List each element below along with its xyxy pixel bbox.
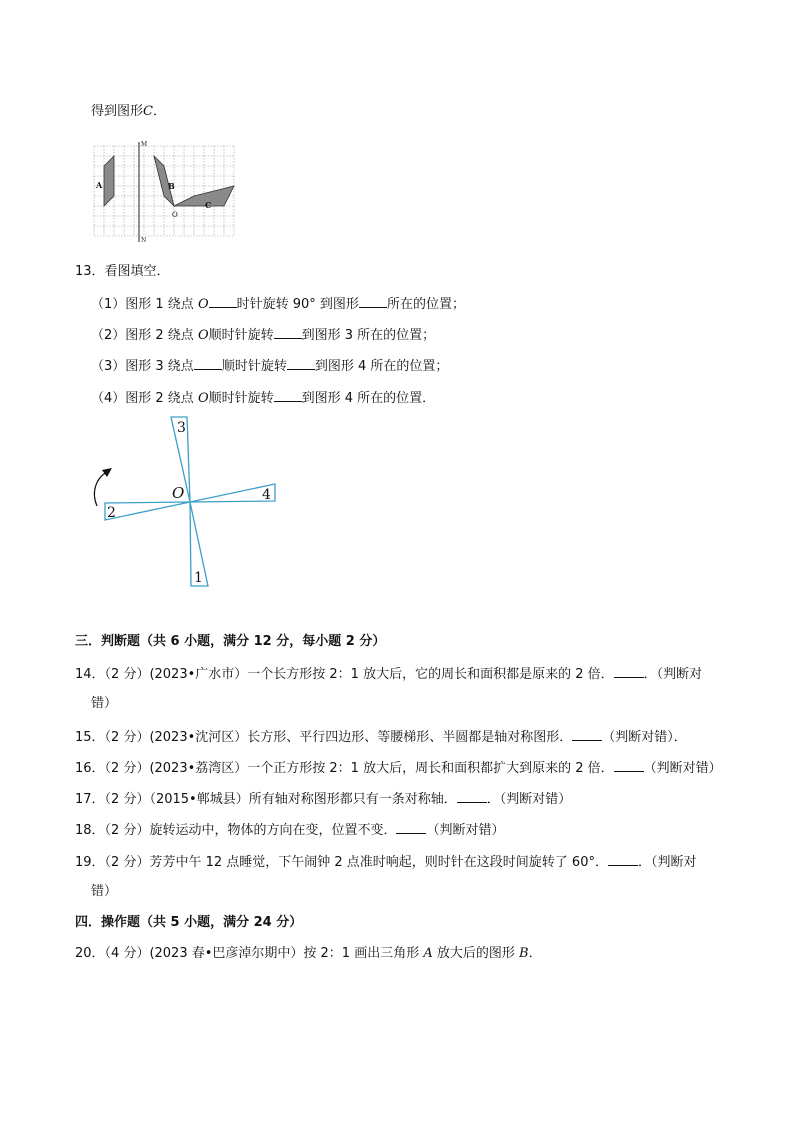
q14-line: 14．（2 分）(2023•广水市）一个长方形按 2：1 放大后，它的周长和面积都是原来的 2 倍． ．（判断对 — [75, 667, 703, 682]
q15-line: 15．（2 分）(2023•沈河区）长方形、平行四边形、等腰梯形、半圆都是轴对称图形． （判断对错）． — [75, 730, 687, 745]
q19-line2: 错） — [91, 884, 118, 899]
section4-title: 四．操作题（共 5 小题，满分 24 分） — [75, 915, 303, 930]
q18-line: 18．（2 分）旋转运动中，物体的方向在变，位置不变． （判断对错） — [75, 823, 505, 838]
rotation-figure — [80, 410, 290, 592]
triangle-2-label: 2 — [107, 505, 116, 521]
q16-line: 16．（2 分）(2023•荔湾区）一个正方形按 2：1 放大后，周长和面积都扩大到原来的 2 倍． （判断对错） — [75, 761, 722, 776]
q20-line: 20．（4 分）(2023 春•巴彦淖尔期中）按 2：1 画出三角形 A 放大后的图形 B． — [75, 946, 542, 961]
q13-item-4: （4）图形 2 绕点 O顺时针旋转 到图形 4 所在的位置． — [91, 391, 436, 406]
answer-blank[interactable] — [614, 759, 644, 772]
answer-blank[interactable] — [194, 357, 222, 370]
triangle-3-label: 3 — [177, 420, 186, 436]
rotation-arrow — [94, 472, 107, 506]
answer-blank[interactable] — [572, 728, 602, 741]
shape-a — [104, 156, 114, 206]
label-a: A — [96, 180, 103, 190]
label-m: M — [141, 141, 148, 148]
answer-blank[interactable] — [287, 357, 315, 370]
triangle-4-label: 4 — [262, 487, 271, 503]
section3-title: 三．判断题（共 6 小题，满分 12 分，每小题 2 分） — [75, 634, 386, 649]
q13-item-3: （3）图形 3 绕点 顺时针旋转 到图形 4 所在的位置； — [91, 359, 449, 374]
q13-item-1: （1）图形 1 绕点 O 时针旋转 90° 到图形 所在的位置； — [91, 297, 465, 312]
label-c: C — [205, 200, 212, 210]
answer-blank[interactable] — [274, 326, 302, 339]
answer-blank[interactable] — [608, 853, 638, 866]
label-n: N — [141, 237, 147, 244]
q13-title: 13．看图填空． — [75, 264, 170, 279]
intro-text: 得到图形C． — [91, 104, 166, 119]
q13-item-2: （2）图形 2 绕点 O顺时针旋转 到图形 3 所在的位置； — [91, 328, 436, 343]
triangle-2 — [105, 502, 190, 520]
label-b: B — [168, 181, 175, 191]
grid-figure — [92, 138, 240, 246]
q14-line2: 错） — [91, 696, 118, 711]
arrow-head — [102, 468, 112, 477]
answer-blank[interactable] — [396, 821, 426, 834]
answer-blank[interactable] — [614, 665, 644, 678]
answer-blank[interactable] — [359, 295, 387, 308]
center-o-label: O — [172, 484, 185, 502]
q19-line: 19．（2 分）芳芳中午 12 点睡觉，下午闹钟 2 点准时响起，则时针在这段时间旋转了 60°． ．（判断对 — [75, 855, 697, 870]
triangle-1-label: 1 — [194, 570, 203, 586]
answer-blank[interactable] — [274, 389, 302, 402]
answer-blank[interactable] — [209, 295, 237, 308]
label-o: O — [172, 211, 178, 219]
answer-blank[interactable] — [457, 790, 487, 803]
q17-line: 17．（2 分）（2015•郸城县）所有轴对称图形都只有一条对称轴． ．（判断对错） — [75, 792, 572, 807]
